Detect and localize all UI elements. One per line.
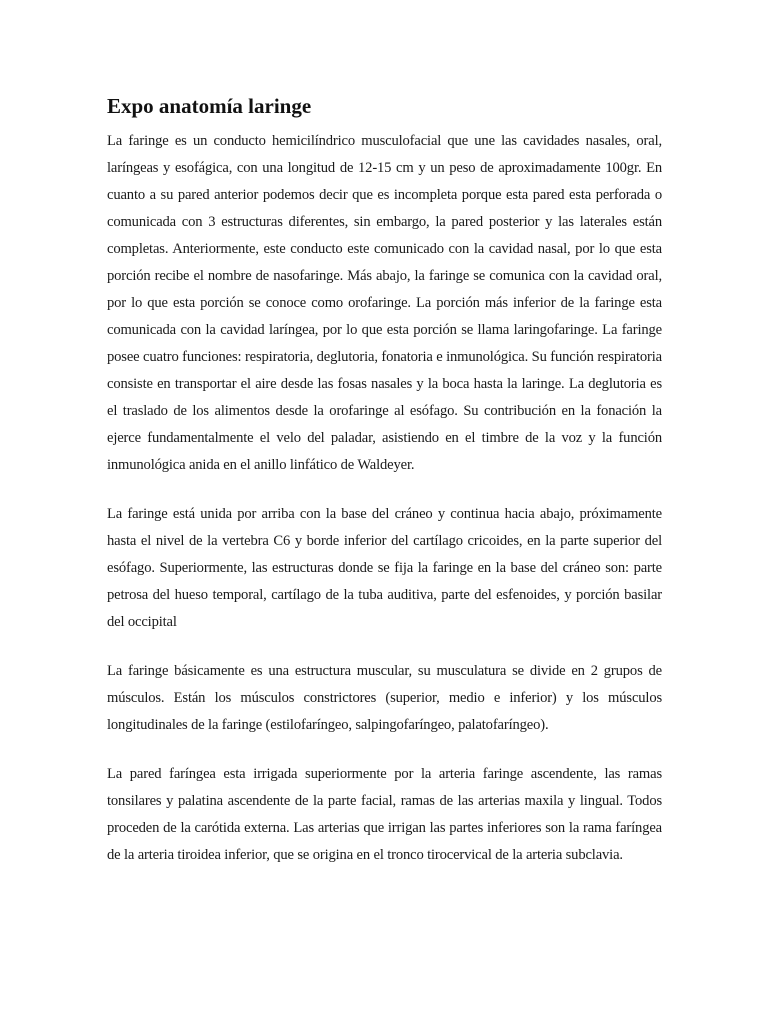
paragraph-faringe-description: La faringe es un conducto hemicilíndrico musculofacial que une las cavidades nasales, oral, laríngeas y esofágica, con una longitud de 12-15 cm y un peso de aproximadamente 100gr. En cuanto a su pared anterior podemos decir que es incompleta porque esta pared esta perforada o comunicada con 3 estructuras diferentes, sin embargo, la pared posterior y las laterales están completas. Anteriormente, este conducto este comunicado con la cavidad nasal, por lo que esta porción recibe el nombre de nasofaringe. Más abajo, la faringe se comunica con la cavidad oral, por lo que esta porción se conoce como orofaringe. La porción más inferior de la faringe esta comunicada con la cavidad laríngea, por lo que esta porción se llama laringofaringe. La faringe posee cuatro funciones: respiratoria, deglutoria, fonatoria e inmunológica. Su función respiratoria consiste en transportar el aire desde las fosas nasales y la boca hasta la laringe. La deglutoria es el traslado de los alimentos desde la orofaringe al esófago. Su contribución en la fonación la ejerce fundamentalmente el velo del paladar, asistiendo en el timbre de la voz y la función inmunológica anida en el anillo linfático de Waldeyer.	[107, 133, 662, 473]
document-title: Expo anatomía laringe	[107, 94, 312, 118]
document-page	[107, 92, 662, 891]
paragraph-faringe-attachments: La faringe está unida por arriba con la base del cráneo y continua hacia abajo, próximamente hasta el nivel de la vertebra C6 y borde inferior del cartílago cricoides, en la parte superior del esófago. Superiormente, las estructuras donde se fija la faringe en la base del cráneo son: parte petrosa del hueso temporal, cartílago de la tuba auditiva, parte del esfenoides, y porción basilar del occipital	[107, 506, 662, 630]
paragraph-faringe-irrigation: La pared faríngea esta irrigada superiormente por la arteria faringe ascendente, las ramas tonsilares y palatina ascendente de la parte facial, ramas de las arterias maxila y lingual. Todos proceden de la carótida externa. Las arterias que irrigan las partes inferiores son la rama faríngea de la arteria tiroidea inferior, que se origina en el tronco tirocervical de la arteria subclavia.	[107, 766, 662, 863]
paragraph-faringe-musculature: La faringe básicamente es una estructura muscular, su musculatura se divide en 2 grupos de músculos. Están los músculos constrictores (superior, medio e inferior) y los músculos longitudinales de la faringe (estilofaríngeo, salpingofaríngeo, palatofaríngeo).	[107, 663, 662, 733]
